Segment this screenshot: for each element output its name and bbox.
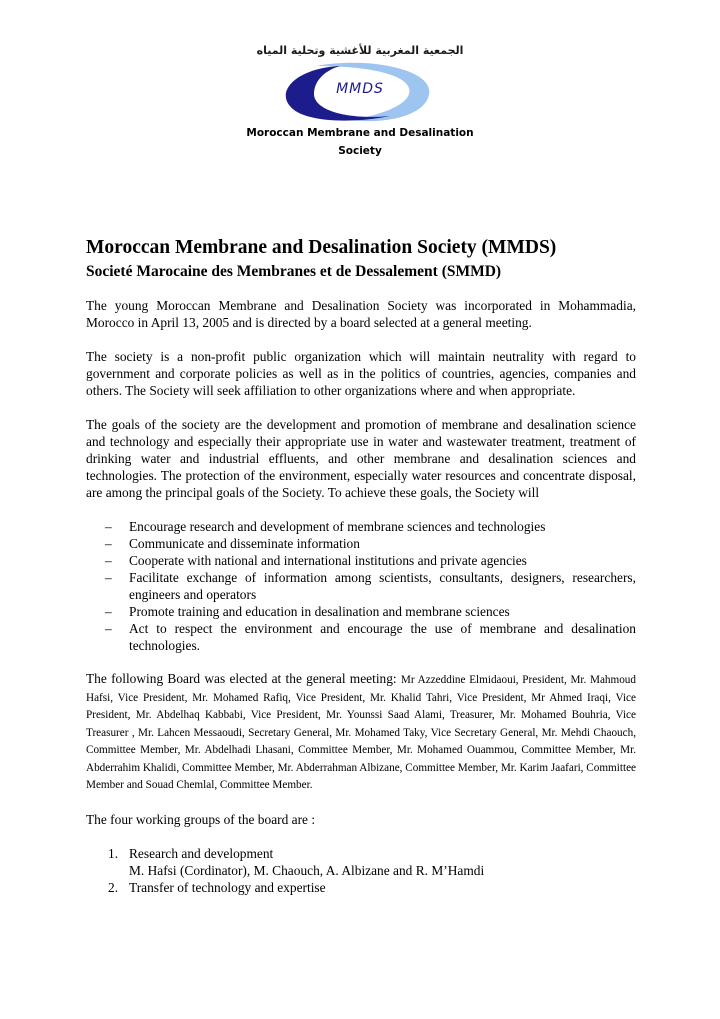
list-item-text: Facilitate exchange of information among scientists, consultants, designers, researchers, engineers and operators: [129, 570, 636, 602]
document-title: Moroccan Membrane and Desalination Society (MMDS): [86, 237, 557, 258]
paragraph-nonprofit: The society is a non-profit public organization which will maintain neutrality with regard to government and corporate policies as well as in the politics of countries, agencies, companies and others. The Society will seek affiliation to other organizations where and when appropriate.: [86, 349, 636, 398]
working-group-name: Transfer of technology and expertise: [129, 879, 326, 895]
list-item-text: Act to respect the environment and encourage the use of membrane and desalination technologies.: [129, 621, 636, 653]
bullet-dash: –: [105, 536, 112, 551]
logo-caption: [0, 124, 720, 160]
document-subtitle: Societé Marocaine des Membranes et de Dessalement (SMMD): [86, 263, 502, 280]
logo-text: MMDS: [336, 81, 384, 97]
bullet-dash: –: [105, 553, 112, 568]
list-item: [86, 845, 636, 879]
list-item: [86, 569, 636, 603]
working-groups-list: [86, 845, 636, 896]
bullet-dash: –: [105, 604, 112, 619]
board-members: Mr Azzeddine Elmidaoui, President, Mr. Mahmoud Hafsi, Vice President, Mr. Mohamed Rafiq, Vice President, Mr. Khalid Tahri, Vice President, Mr Ahmed Iraqi, Vice President, Mr. Abdelhaq Kabbabi, Vice President, Mr. Younssi Saad Alami, Treasurer, Mr. Mohamed Bouhria, Vice Treasurer , Mr. Lahcen Messaoudi, Secretary General, Mr. Mohamed Taky, Vice Secretary General, Mr. Mehdi Chaouch, Committee Member, Mr. Abdelhadi Lhasani, Committee Member, Mr. Mohamed Ouammou, Committee Member, Mr. Abderrahim Khalidi, Committee Member, Mr. Abderrahman Albizane, Committee Member, Mr. Karim Jaafari, Committee Member and Souad Chemlal, Committee Member.: [86, 674, 636, 791]
paragraph-board: [86, 671, 636, 794]
bullet-dash: –: [105, 621, 112, 636]
working-groups-intro: The four working groups of the board are :: [86, 811, 316, 827]
list-item: [86, 879, 636, 896]
list-item: [86, 518, 636, 535]
working-group-name: Research and development: [129, 845, 274, 861]
arabic-society-name: الجمعية المغربية للأغشية وتحلية المياه: [256, 44, 464, 57]
list-item-text: Encourage research and development of membrane sciences and technologies: [129, 519, 546, 534]
paragraph-incorporation: The young Moroccan Membrane and Desalination Society was incorporated in Mohammadia, Morocco in April 13, 2005 and is directed by a board selected at a general meeting.: [86, 298, 636, 330]
list-item-text: Communicate and disseminate information: [129, 536, 360, 551]
list-item: [86, 552, 636, 569]
list-item: [86, 603, 636, 620]
list-item-text: Cooperate with national and international institutions and private agencies: [129, 553, 527, 568]
paragraph-goals: The goals of the society are the development and promotion of membrane and desalination science and technology and especially their appropriate use in water and wastewater treatment, treatment of drinking water and industrial effluents, and other membrane and desalination sciences and technologies. The protection of the environment, especially water resources and concentrate disposal, are among the principal goals of the Society. To achieve these goals, the Society will: [86, 417, 636, 500]
logo-caption-line-1: Moroccan Membrane and Desalination: [246, 127, 474, 139]
logo-caption-line-2: Society: [338, 145, 382, 157]
document-body: [86, 236, 636, 896]
goals-list: [86, 518, 636, 654]
bullet-dash: –: [105, 570, 112, 585]
board-lead: The following Board was elected at the general meeting:: [86, 671, 401, 686]
mmds-logo: [280, 60, 440, 126]
list-number: 2.: [108, 879, 119, 895]
list-item: [86, 535, 636, 552]
working-group-members: M. Hafsi (Cordinator), M. Chaouch, A. Albizane and R. M’Hamdi: [129, 862, 485, 878]
list-item: [86, 620, 636, 654]
bullet-dash: –: [105, 519, 112, 534]
list-number: 1.: [108, 845, 119, 861]
list-item-text: Promote training and education in desalination and membrane sciences: [129, 604, 510, 619]
